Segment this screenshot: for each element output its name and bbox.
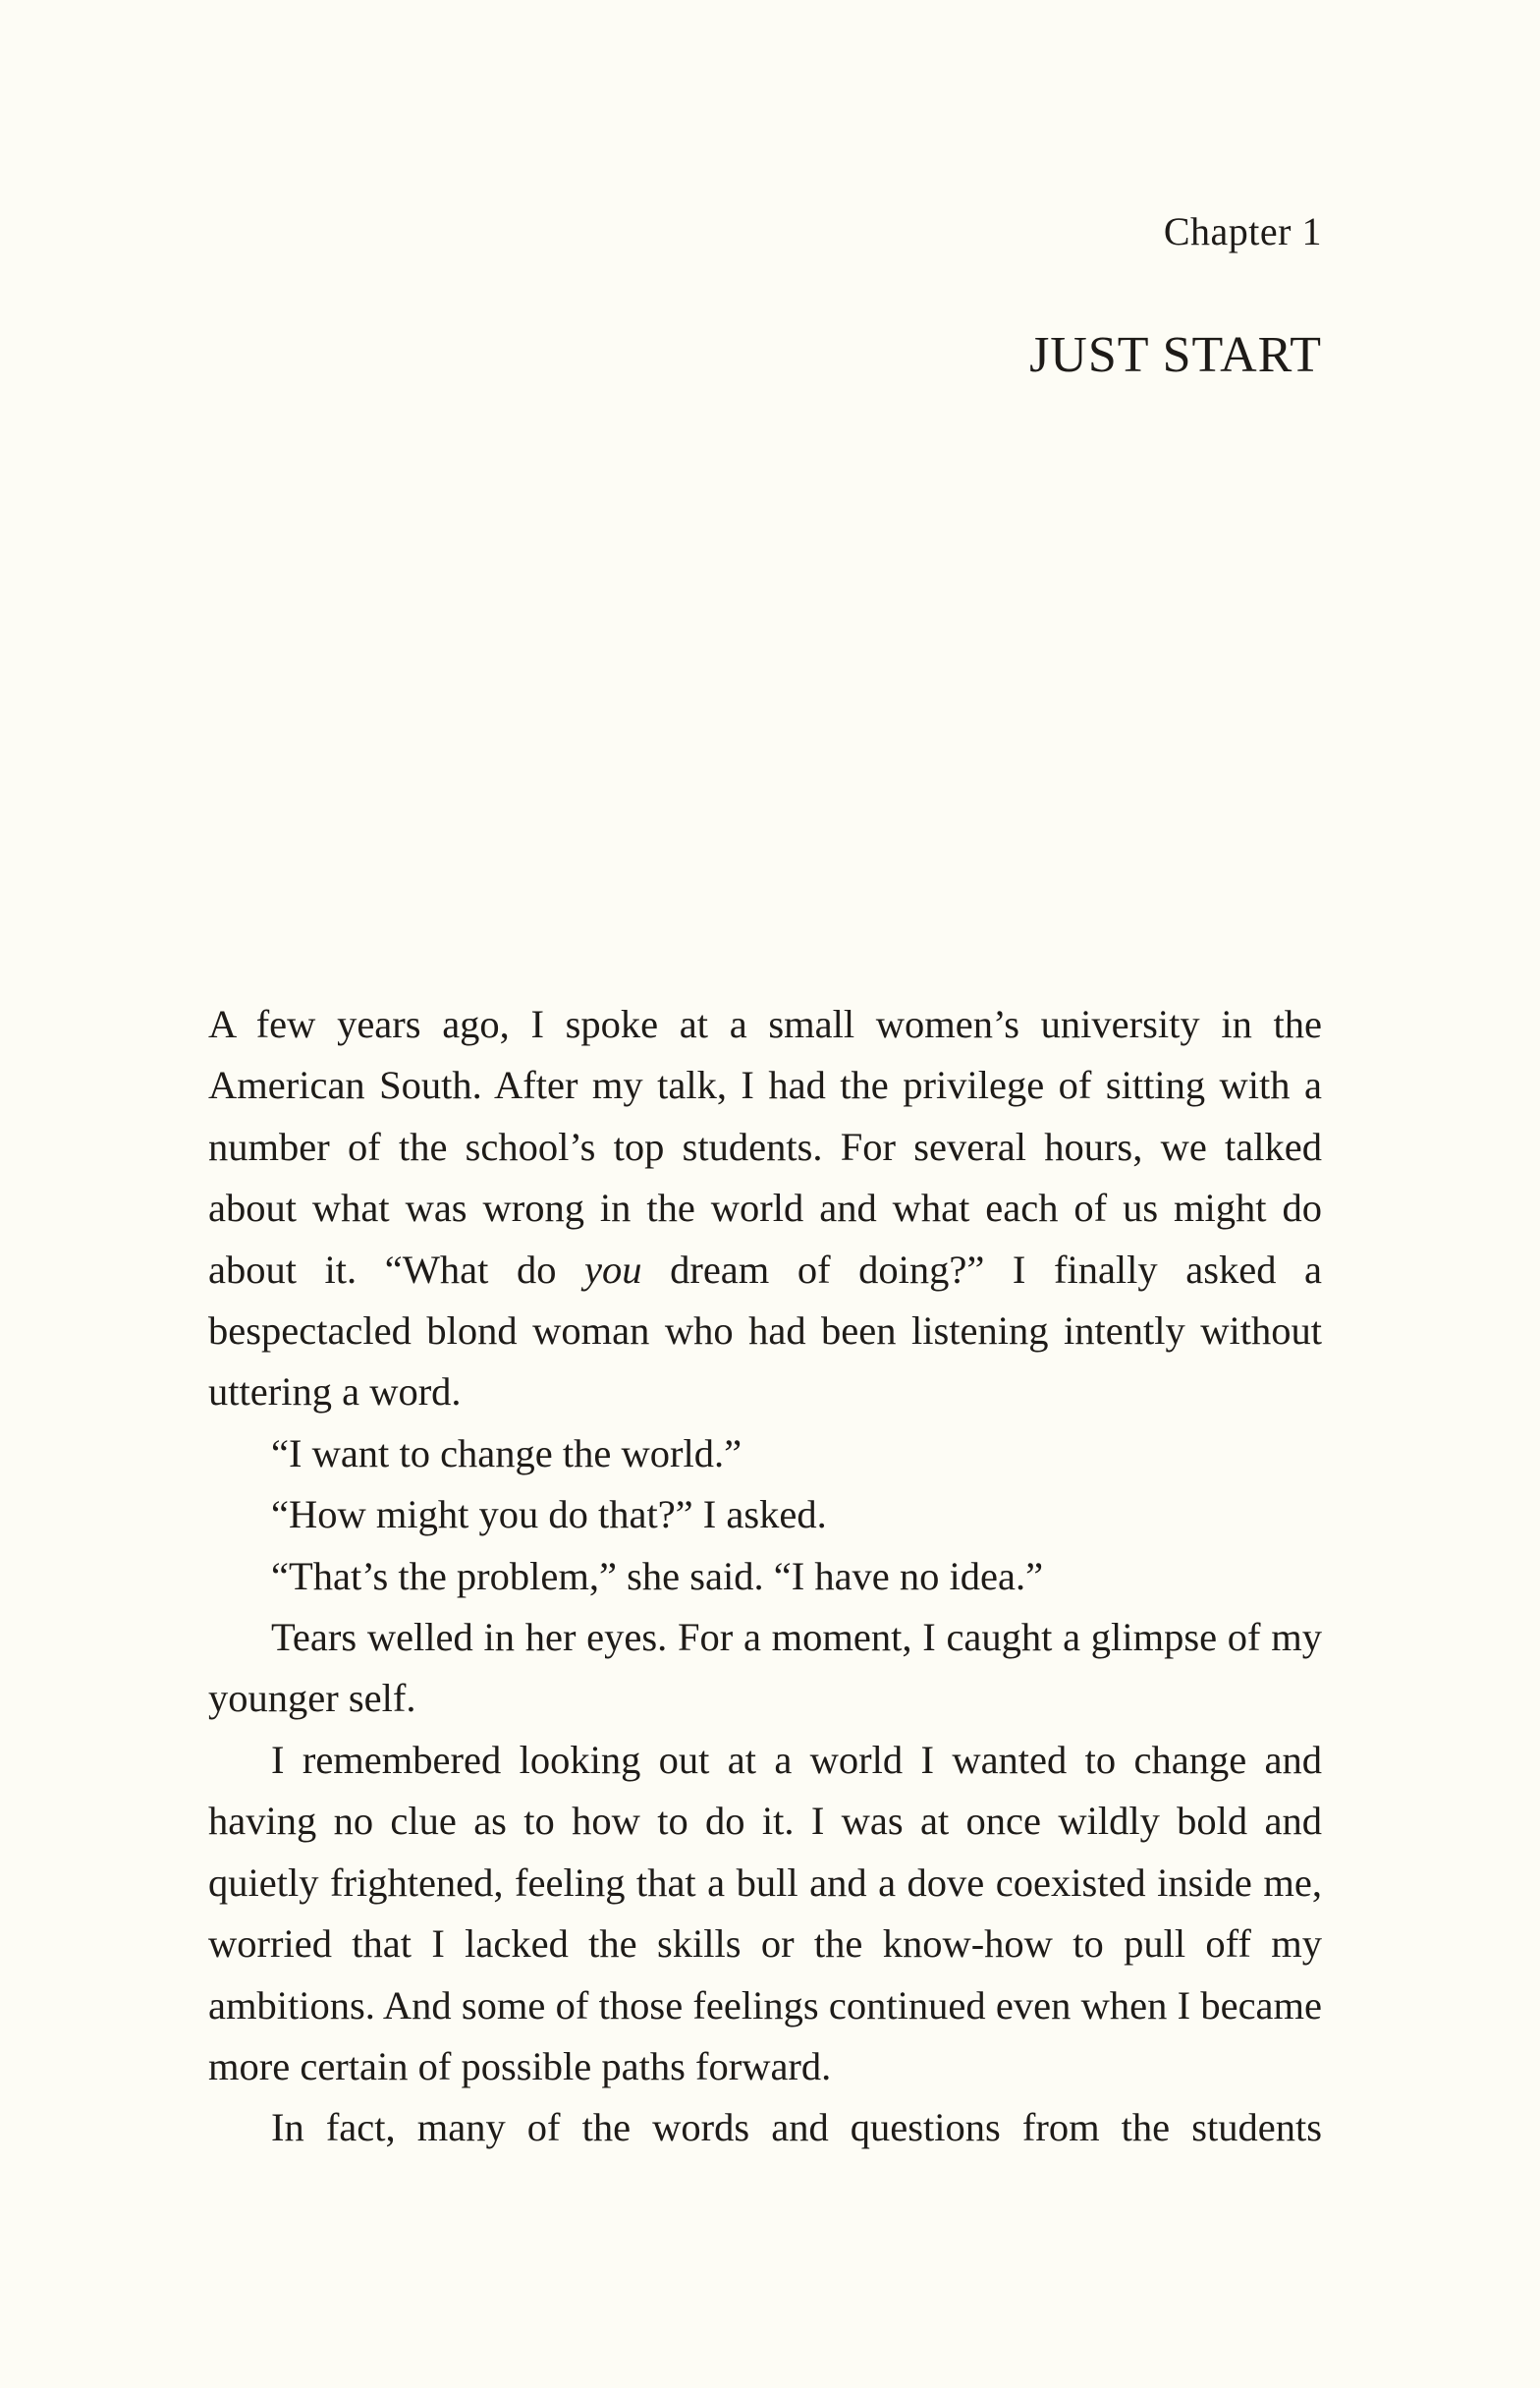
paragraph-2: “I want to change the world.” [271, 1430, 742, 1475]
paragraph-1 [208, 994, 1322, 1423]
emphasized-word: you [584, 1247, 642, 1292]
chapter-title: JUST START [1029, 327, 1322, 383]
paragraph-1-text-start: A few years ago, I spoke at a small women’s university in the American South. After my talk, I had the privilege of sitting with a number of the school’s top students. For several hours, we talked about what was wrong in the world and what each of us might do about it. “What do [208, 1002, 1322, 1292]
paragraph-3: “How might you do that?” I asked. [271, 1492, 827, 1537]
paragraph-4: “That’s the problem,” she said. “I have no idea.” [271, 1553, 1044, 1598]
paragraph-1-text-end: dream of doing?” I finally asked a bespectacled blond woman who had been listening intently without uttering a word. [208, 1247, 1322, 1415]
paragraph-6: I remembered looking out at a world I wanted to change and having no clue as to how to do it. I was at once wildly bold and quietly frightened, feeling that a bull and a dove coexisted inside me, worried that I lacked the skills or the know-how to pull off my ambitions. And some of those feelings continued even when I became more certain of possible paths forward. [208, 1737, 1322, 2088]
paragraph-7: In fact, many of the words and questions from the students [271, 2105, 1322, 2150]
paragraph-5: Tears welled in her eyes. For a moment, I caught a glimpse of my younger self. [208, 1615, 1322, 1721]
body-text [208, 994, 1322, 2159]
chapter-label: Chapter 1 [1163, 209, 1322, 253]
